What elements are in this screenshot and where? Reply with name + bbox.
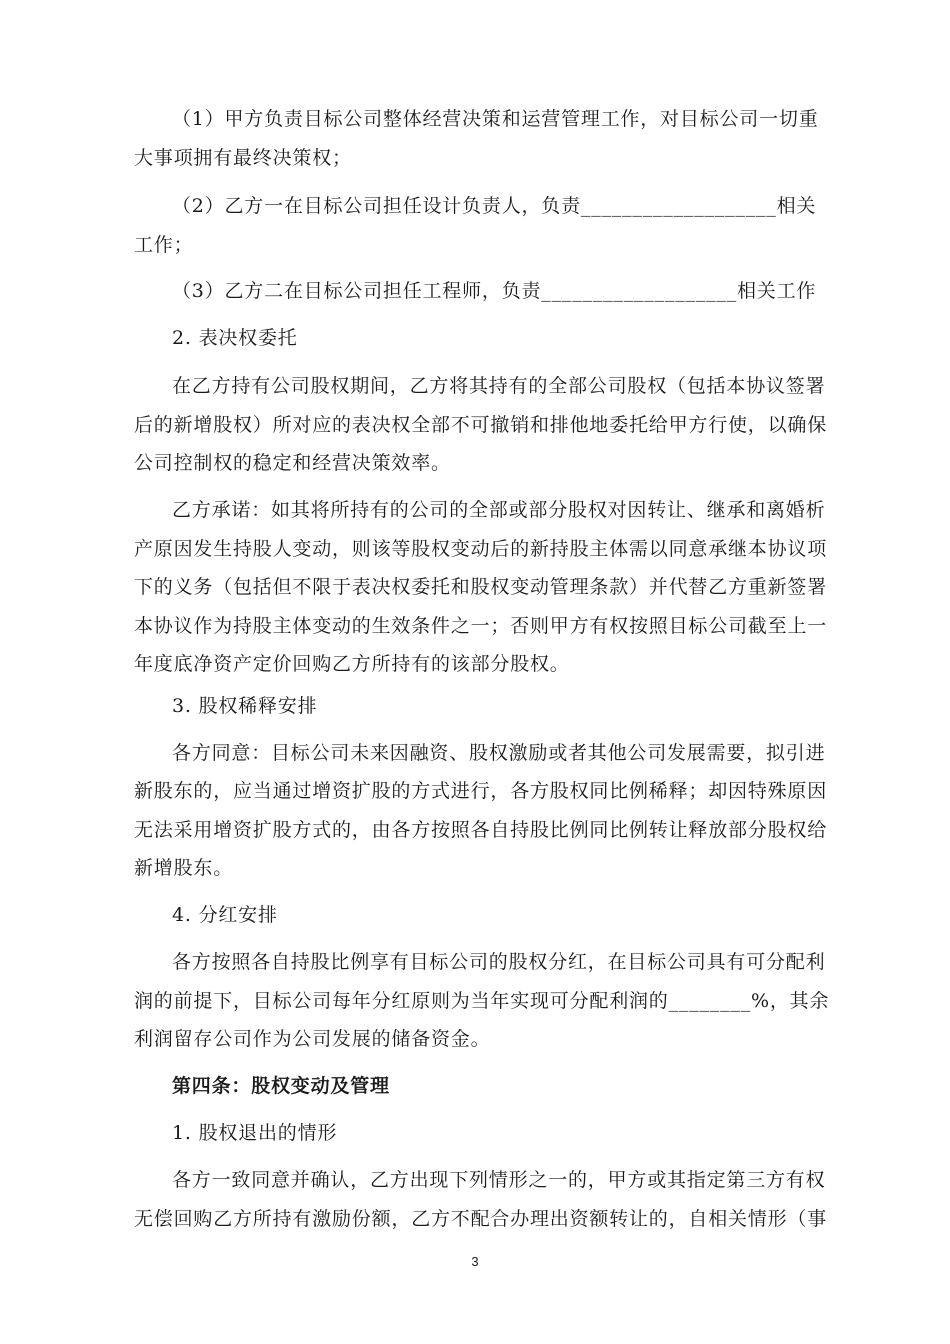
commitment-para-line-4: 本协议作为持股主体变动的生效条件之一；否则甲方有权按照目标公司截至上一 [134, 615, 828, 637]
dividend-para-line-1: 各方按照各自持股比例享有目标公司的股权分红，在目标公司具有可分配利 [172, 951, 826, 973]
commitment-para-line-3: 下的义务（包括但不限于表决权委托和股权变动管理条款）并代替乙方重新签署 [134, 576, 828, 598]
dilution-para-line-3: 无法采用增资扩股方式的，由各方按照各自持股比例同比例转让释放部分股权给 [134, 819, 828, 841]
dilution-para-line-2: 新股东的，应当通过增资扩股的方式进行，各方股权同比例稀释；却因特殊原因 [134, 780, 828, 802]
voting-para-line-1: 在乙方持有公司股权期间，乙方将其持有的全部公司股权（包括本协议签署 [172, 375, 826, 397]
dilution-para-line-4: 新增股东。 [134, 857, 234, 879]
section-4-heading: 4. 分红安排 [172, 904, 278, 926]
dilution-para-line-1: 各方同意：目标公司未来因融资、股权激励或者其他公司发展需要，拟引进 [172, 742, 826, 764]
clause-2-line-1: （2）乙方一在目标公司担任设计负责人，负责___________________相关 [172, 195, 817, 217]
section-2-heading: 2. 表决权委托 [172, 327, 298, 349]
clause-3-line-1: （3）乙方二在目标公司担任工程师，负责___________________相关工作 [172, 280, 817, 302]
clause-1-line-2: 大事项拥有最终决策权； [134, 147, 352, 169]
voting-para-line-2: 后的新增股权）所对应的表决权全部不可撤销和排他地委托给甲方行使，以确保 [134, 414, 828, 436]
clause-1-line-1: （1）甲方负责目标公司整体经营决策和运营管理工作，对目标公司一切重 [172, 108, 819, 130]
section-3-heading: 3. 股权稀释安排 [172, 695, 318, 717]
page-number: 3 [471, 1254, 479, 1269]
dividend-para-line-2: 润的前提下，目标公司每年分红原则为当年实现可分配利润的________%，其余 [134, 990, 830, 1012]
exit-para-line-2: 无偿回购乙方所持有激励份额，乙方不配合办理出资额转让的，自相关情形（事 [134, 1208, 828, 1230]
commitment-para-line-5: 年度底净资产定价回购乙方所持有的该部分股权。 [134, 653, 570, 675]
exit-para-line-1: 各方一致同意并确认，乙方出现下列情形之一的，甲方或其指定第三方有权 [172, 1169, 826, 1191]
commitment-para-line-2: 产原因发生持股人变动，则该等股权变动后的新持股主体需以同意承继本协议项 [134, 538, 828, 560]
article-4-heading: 第四条：股权变动及管理 [172, 1075, 390, 1097]
dividend-para-line-3: 利润留存公司作为公司发展的储备资金。 [134, 1028, 491, 1050]
exit-heading: 1. 股权退出的情形 [172, 1122, 338, 1144]
commitment-para-line-1: 乙方承诺：如其将所持有的公司的全部或部分股权对因转让、继承和离婚析 [172, 499, 826, 521]
voting-para-line-3: 公司控制权的稳定和经营决策效率。 [134, 452, 451, 474]
clause-2-line-2: 工作； [134, 234, 194, 256]
